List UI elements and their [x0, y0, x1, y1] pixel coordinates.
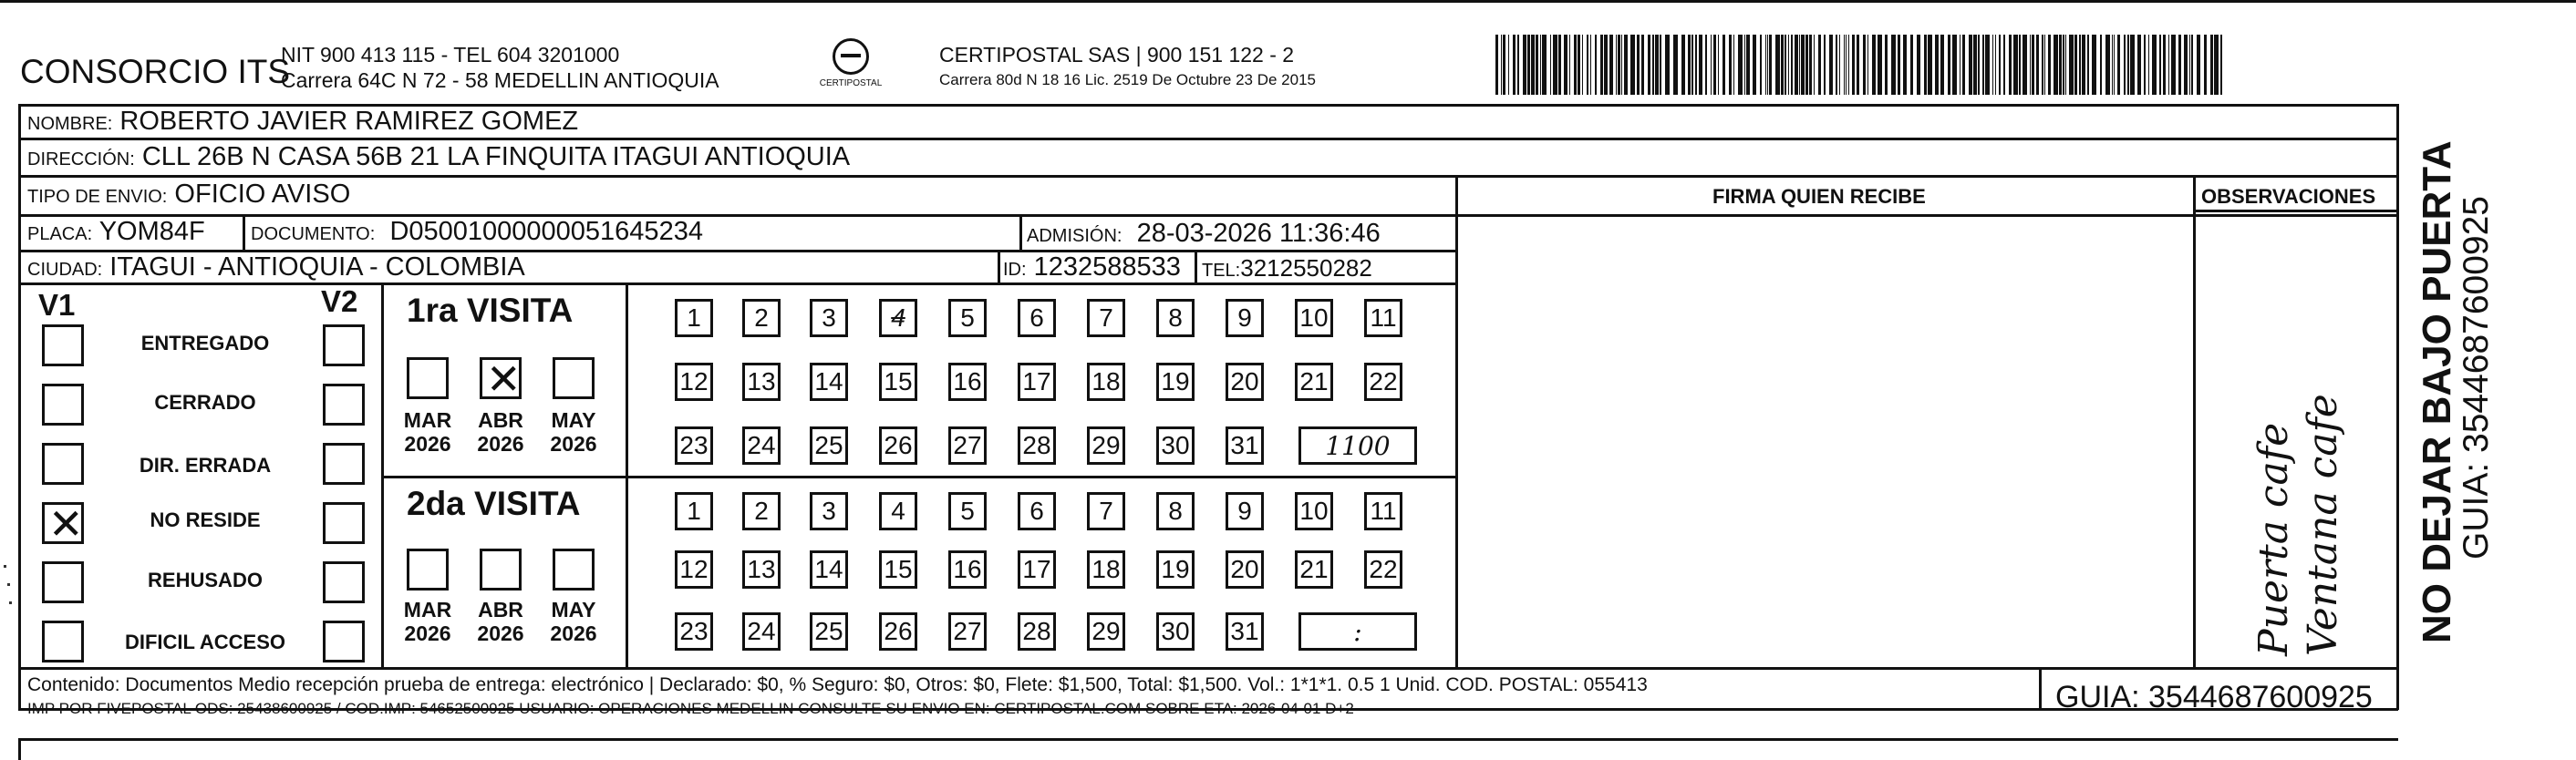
tel-value: 3212550282	[1240, 254, 1372, 282]
time-box[interactable]: :	[1298, 612, 1417, 651]
firma-label: FIRMA QUIEN RECIBE	[1712, 185, 1926, 208]
nombre-label: NOMBRE:	[27, 114, 113, 134]
day-box[interactable]: 28	[1018, 612, 1056, 651]
day-box[interactable]: 28	[1018, 426, 1056, 465]
month-label: MAY 2026	[550, 408, 597, 456]
v2-checkbox[interactable]	[323, 561, 365, 603]
day-box[interactable]: 5	[948, 492, 987, 530]
month-checkbox[interactable]	[553, 549, 595, 591]
v1-checkbox[interactable]	[42, 324, 84, 366]
v1-checkbox[interactable]	[42, 443, 84, 485]
documento-row	[251, 217, 703, 247]
day-box[interactable]: 25	[810, 612, 848, 651]
day-box[interactable]: 3	[810, 299, 848, 337]
day-box[interactable]: 1	[675, 492, 713, 530]
day-box[interactable]: 22	[1364, 550, 1402, 589]
status-label: DIFICIL ACCESO	[124, 631, 285, 653]
no-dejar-notice: NO DEJAR BAJO PUERTA	[2415, 140, 2459, 643]
tipo-value: OFICIO AVISO	[174, 180, 351, 209]
day-box[interactable]: 2	[742, 299, 781, 337]
documento-value: D05001000000051645234	[389, 217, 703, 246]
tipo-label: TIPO DE ENVIO:	[27, 187, 168, 207]
v2-checkbox[interactable]	[323, 443, 365, 485]
day-box[interactable]: 3	[810, 492, 848, 530]
check-mark-icon: ✕	[486, 355, 522, 403]
placa-row	[27, 217, 205, 247]
day-box[interactable]: 6	[1018, 299, 1056, 337]
v2-checkbox[interactable]	[323, 324, 365, 366]
day-box[interactable]: 12	[675, 363, 713, 401]
day-box[interactable]: 9	[1226, 299, 1264, 337]
admision-label: ADMISIÓN:	[1027, 226, 1122, 246]
certipostal-info	[939, 42, 1316, 93]
placa-label: PLACA:	[27, 224, 93, 244]
day-box[interactable]: 1	[675, 299, 713, 337]
day-box[interactable]: 19	[1156, 363, 1195, 401]
day-box[interactable]: 20	[1226, 550, 1264, 589]
month-checkbox[interactable]	[407, 549, 449, 591]
month-label: MAR 2026	[403, 408, 452, 456]
observacion-hand-2: Ventana cafe	[2300, 394, 2346, 656]
direccion-label: DIRECCIÓN:	[27, 149, 135, 169]
day-box[interactable]: 23	[675, 426, 713, 465]
status-label: ENTREGADO	[140, 332, 270, 354]
day-box[interactable]: 25	[810, 426, 848, 465]
day-box[interactable]: 26	[879, 612, 917, 651]
time-box[interactable]: 1100	[1298, 426, 1417, 465]
day-box[interactable]: 18	[1087, 550, 1125, 589]
day-box[interactable]: 23	[675, 612, 713, 651]
id-label: ID:	[1003, 260, 1027, 280]
day-box[interactable]: 20	[1226, 363, 1264, 401]
day-box[interactable]: 10	[1295, 299, 1333, 337]
certi-line1: CERTIPOSTAL SAS | 900 151 122 - 2	[939, 43, 1295, 67]
day-box[interactable]: 24	[742, 612, 781, 651]
day-box[interactable]: 10	[1295, 492, 1333, 530]
v1-checkbox[interactable]	[42, 561, 84, 603]
month-checkbox[interactable]	[480, 355, 522, 403]
company-info	[281, 42, 719, 93]
day-box[interactable]: 24	[742, 426, 781, 465]
placa-value: YOM84F	[98, 217, 205, 246]
company-name: CONSORCIO ITS	[20, 53, 291, 90]
v1-checkbox[interactable]	[42, 500, 84, 548]
footer-contenido: Contenido: Documentos Medio recepción prueba de entrega: electrónico | Declarado: $0, % Seguro: $0, Otros: $0, Flete: $1,500, Total: $1,500. Vol.: 1*1*1. 0.5 1 Unid. COD. POSTAL: 055413	[27, 674, 1648, 695]
day-box[interactable]: 12	[675, 550, 713, 589]
day-box[interactable]: 15	[879, 363, 917, 401]
footer-guia: GUIA: 3544687600925	[2055, 680, 2373, 714]
barcode	[1495, 35, 2225, 95]
tel-label: TEL:	[1202, 261, 1241, 281]
month-label: ABR 2026	[477, 598, 524, 645]
ciudad-label: CIUDAD:	[27, 260, 103, 280]
month-checkbox[interactable]	[407, 357, 449, 399]
v1-checkbox[interactable]	[42, 621, 84, 662]
admision-row	[1027, 219, 1381, 249]
day-box[interactable]: 22	[1364, 363, 1402, 401]
day-box[interactable]: 27	[948, 426, 987, 465]
day-box[interactable]: 29	[1087, 612, 1125, 651]
day-box[interactable]: 31	[1226, 612, 1264, 651]
status-label: DIR. ERRADA	[139, 454, 272, 477]
day-box[interactable]: 26	[879, 426, 917, 465]
address-line: Carrera 64C N 72 - 58 MEDELLIN ANTIOQUIA	[281, 68, 719, 92]
v1-label: V1	[38, 288, 76, 322]
day-box[interactable]: 14	[810, 550, 848, 589]
visit1-title: 1ra VISITA	[407, 292, 574, 329]
day-box[interactable]: 7	[1087, 299, 1125, 337]
day-box[interactable]: 13	[742, 550, 781, 589]
day-box[interactable]: 18	[1087, 363, 1125, 401]
certipostal-logo	[810, 38, 892, 88]
day-box[interactable]: 16	[948, 550, 987, 589]
visit2-title: 2da VISITA	[407, 485, 581, 522]
check-mark-icon: ✕	[48, 500, 84, 548]
status-label: CERRADO	[154, 391, 256, 414]
tel-row	[1202, 254, 1372, 282]
day-box[interactable]: 19	[1156, 550, 1195, 589]
day-box[interactable]: 7	[1087, 492, 1125, 530]
month-checkbox[interactable]	[553, 357, 595, 399]
day-box[interactable]: 31	[1226, 426, 1264, 465]
v1-checkbox[interactable]	[42, 384, 84, 426]
day-box[interactable]: 29	[1087, 426, 1125, 465]
day-box[interactable]: 27	[948, 612, 987, 651]
id-value: 1232588533	[1033, 252, 1181, 282]
logo-text: CERTIPOSTAL	[819, 78, 883, 88]
nit-line: NIT 900 413 115 - TEL 604 3201000	[281, 43, 620, 67]
day-box[interactable]: 9	[1226, 492, 1264, 530]
v2-checkbox[interactable]	[323, 621, 365, 662]
day-box[interactable]: 8	[1156, 299, 1195, 337]
day-box[interactable]: 14	[810, 363, 848, 401]
admision-value: 28-03-2026 11:36:46	[1136, 219, 1381, 248]
v2-checkbox[interactable]	[323, 502, 365, 544]
day-box[interactable]: 11	[1364, 492, 1402, 530]
v2-label: V2	[321, 284, 358, 318]
day-box[interactable]: 4	[879, 299, 917, 337]
day-box[interactable]: 15	[879, 550, 917, 589]
nombre-row	[27, 107, 578, 137]
day-box[interactable]: 6	[1018, 492, 1056, 530]
side-guia: GUIA: 3544687600925	[2457, 196, 2496, 560]
footer-imp: IMP POR FIVEPOSTAL ODS: 25438600925 / COD.IMP: 54652500925 USUARIO: OPERACIONES MEDELLIN CONSULTE SU ENVIO EN: CERTIPOSTAL.COM SOBRE ETA: 2026-04-01 D+2	[27, 700, 1354, 717]
day-box[interactable]: 4	[879, 492, 917, 530]
month-label: ABR 2026	[477, 408, 524, 456]
tipo-row	[27, 180, 350, 210]
day-box[interactable]: 17	[1018, 550, 1056, 589]
month-label: MAR 2026	[403, 598, 452, 645]
ciudad-value: ITAGUI - ANTIOQUIA - COLOMBIA	[109, 252, 525, 282]
direccion-value: CLL 26B N CASA 56B 21 LA FINQUITA ITAGUI ANTIOQUIA	[141, 142, 851, 171]
status-label: NO RESIDE	[150, 508, 261, 531]
v2-checkbox[interactable]	[323, 384, 365, 426]
certi-line2: Carrera 80d N 18 16 Lic. 2519 De Octubre 23 De 2015	[939, 71, 1316, 88]
direccion-row	[27, 142, 850, 172]
nombre-value: ROBERTO JAVIER RAMIREZ GOMEZ	[119, 107, 579, 136]
day-box[interactable]: 16	[948, 363, 987, 401]
id-row	[1003, 252, 1181, 282]
observacion-hand-1: Puerta cafe	[2250, 422, 2297, 656]
day-box[interactable]: 11	[1364, 299, 1402, 337]
day-box[interactable]: 17	[1018, 363, 1056, 401]
observaciones-label: OBSERVACIONES	[2201, 185, 2376, 208]
ciudad-row	[27, 252, 525, 282]
documento-label: DOCUMENTO:	[251, 224, 376, 244]
day-box[interactable]: 2	[742, 492, 781, 530]
month-label: MAY 2026	[550, 598, 597, 645]
day-box[interactable]: 13	[742, 363, 781, 401]
day-box[interactable]: 21	[1295, 550, 1333, 589]
day-box[interactable]: 8	[1156, 492, 1195, 530]
day-box[interactable]: 5	[948, 299, 987, 337]
top-rule	[0, 0, 2576, 3]
month-checkbox[interactable]	[480, 549, 522, 591]
day-box[interactable]: 30	[1156, 426, 1195, 465]
status-label: REHUSADO	[148, 569, 263, 591]
day-box[interactable]: 21	[1295, 363, 1333, 401]
day-box[interactable]: 30	[1156, 612, 1195, 651]
